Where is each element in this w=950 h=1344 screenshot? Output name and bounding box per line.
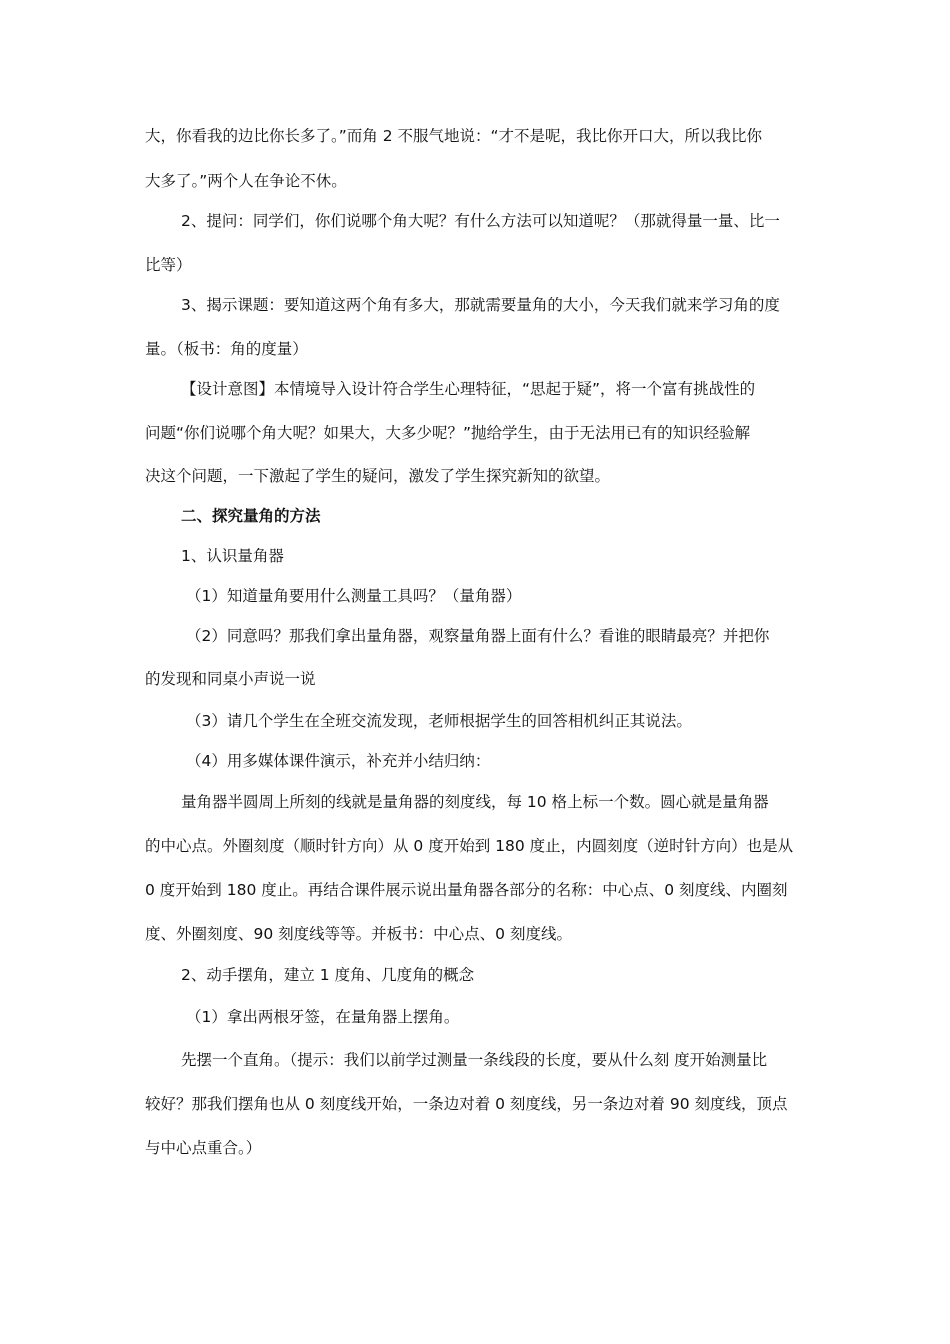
body-text-line: 度、外圈刻度、90 刻度线等等。并板书：中心点、0 刻度线。 (145, 925, 572, 943)
body-text-line: 比等） (145, 256, 192, 274)
body-text-line: 决这个问题，一下激起了学生的疑问，激发了学生探究新知的欲望。 (145, 467, 611, 485)
body-text-line: （1）拿出两根牙签，在量角器上摆角。 (186, 1008, 460, 1026)
body-text-line: 的发现和同桌小声说一说 (145, 670, 316, 688)
body-text-line: 先摆一个直角。（提示：我们以前学过测量一条线段的长度，要从什么刻 度开始测量比 (181, 1051, 768, 1069)
body-text-line: 【设计意图】本情境导入设计符合学生心理特征，“思起于疑”，将一个富有挑战性的 (181, 380, 756, 398)
body-text-line: （2）同意吗？那我们拿出量角器，观察量角器上面有什么？看谁的眼睛最亮？并把你 (186, 627, 770, 645)
body-text-line: 大，你看我的边比你长多了。”而角 2 不服气地说：“才不是呢，我比你开口大，所以我比你 (145, 127, 763, 145)
body-text-line: 量角器半圆周上所刻的线就是量角器的刻度线，每 10 格上标一个数。圆心就是量角器 (181, 793, 769, 811)
body-text-line: （1）知道量角要用什么测量工具吗？（量角器） (186, 587, 522, 605)
section-heading: 二、探究量角的方法 (181, 507, 321, 525)
subsection-heading: 2、动手摆角，建立 1 度角、几度角的概念 (181, 966, 475, 984)
body-text-line: 与中心点重合。） (145, 1139, 262, 1157)
body-text-line: 的中心点。外圈刻度（顺时针方向）从 0 度开始到 180 度止，内圆刻度（逆时针方向）也是从 (145, 837, 794, 855)
body-text-line: 0 度开始到 180 度止。再结合课件展示说出量角器各部分的名称：中心点、0 刻度线、内圈刻 (145, 881, 788, 899)
body-text-line: 大多了。”两个人在争论不休。 (145, 172, 347, 190)
body-text-line: 问题“你们说哪个角大呢？如果大，大多少呢？”抛给学生，由于无法用已有的知识经验解 (145, 424, 751, 442)
body-text-line: （4）用多媒体课件演示，补充并小结归纳： (186, 752, 491, 770)
body-text-line: （3）请几个学生在全班交流发现，老师根据学生的回答相机纠正其说法。 (186, 712, 692, 730)
body-text-line: 量。（板书：角的度量） (145, 340, 308, 358)
subsection-heading: 1、认识量角器 (181, 547, 284, 565)
body-text-line: 3、揭示课题：要知道这两个角有多大，那就需要量角的大小，今天我们就来学习角的度 (181, 296, 780, 314)
body-text-line: 2、提问：同学们，你们说哪个角大呢？有什么方法可以知道呢？（那就得量一量、比一 (181, 212, 780, 230)
body-text-line: 较好？那我们摆角也从 0 刻度线开始，一条边对着 0 刻度线，另一条边对着 90 刻度线，顶点 (145, 1095, 788, 1113)
